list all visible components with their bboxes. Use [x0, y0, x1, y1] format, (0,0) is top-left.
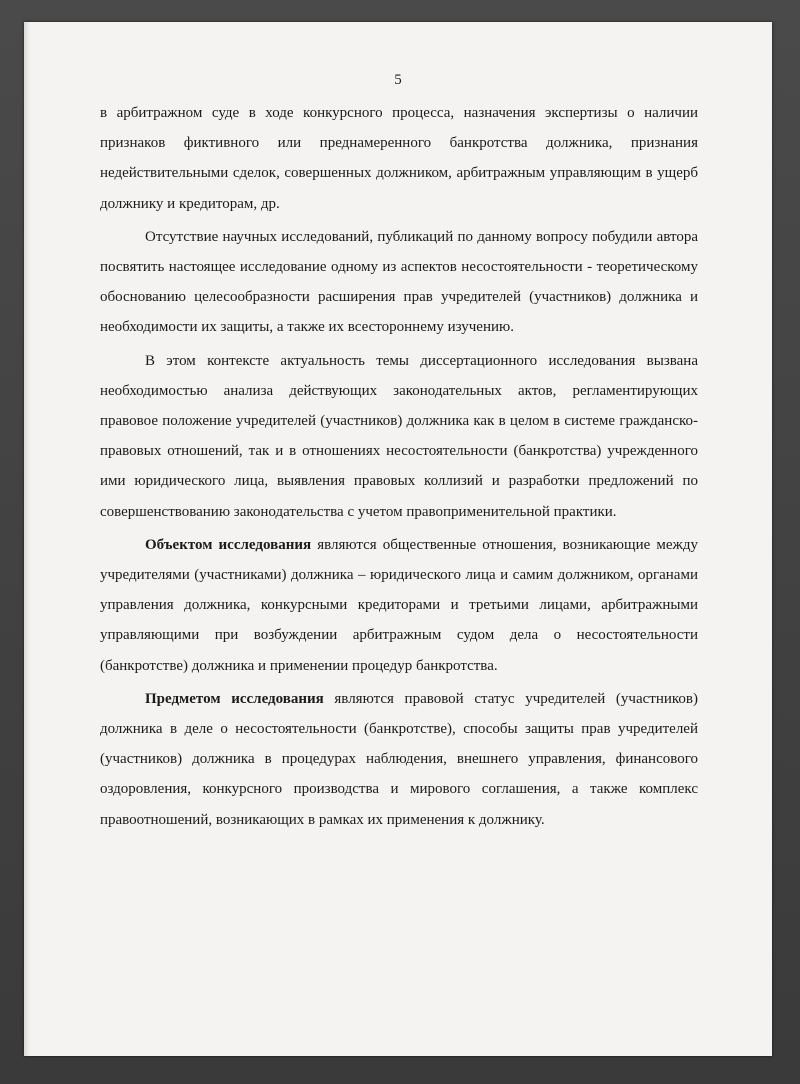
document-body	[100, 98, 698, 835]
paragraph-text: В этом контексте актуальность темы диссертационного исследования вызвана необходимостью анализа действующих законодательных актов, регламентирующих правовое положение учредителей (участников) должника как в целом в системе гражданско-правовых отношений, так и в отношениях несостоятельности (банкротства) учрежденного ими юридического лица, выявления правовых коллизий и разработки предложений по совершенствованию законодательства с учетом правоприменительной практики.	[100, 352, 698, 520]
page-number: 5	[394, 72, 402, 88]
paragraph-text: являются правовой статус учредителей (участников) должника в деле о несостоятельности (банкротстве), способы защиты прав учредителей (участников) должника в процедурах наблюдения, внешнего управления, финансового оздоровления, конкурсного производства и мирового соглашения, а также комплекс правоотношений, возникающих в рамках их применения к должнику.	[100, 690, 698, 828]
paragraph-text: являются общественные отношения, возникающие между учредителями (участниками) должника – юридического лица и самим должником, органами управления должника, конкурсными кредиторами и третьими лицами, арбитражными управляющими при возбуждении арбитражным судом дела о несостоятельности (банкротстве) должника и применении процедур банкротства.	[100, 536, 698, 674]
paragraph-heading: Объектом исследования	[145, 536, 312, 553]
document-page	[24, 22, 772, 1056]
paragraph-relevance	[100, 346, 698, 527]
paragraph-text: в арбитражном суде в ходе конкурсного процесса, назначения экспертизы о наличии признаков фиктивного или преднамеренного банкротства должника, признания недействительными сделок, совершенных должником, арбитражным управляющим в ущерб должнику и кредиторам, др.	[100, 105, 698, 212]
paragraph-heading: Предметом исследования	[145, 690, 324, 707]
paragraph-research-gap	[100, 222, 698, 343]
paragraph-research-object	[100, 530, 698, 681]
paragraph-continuation	[100, 98, 698, 219]
page-binding-edge	[24, 22, 30, 1056]
paragraph-text: Отсутствие научных исследований, публикаций по данному вопросу побудили автора посвятить настоящее исследование одному из аспектов несостоятельности - теоретическому обоснованию целесообразности расширения прав учредителей (участников) должника и необходимости их защиты, а также их всестороннему изучению.	[100, 228, 698, 336]
paragraph-research-subject	[100, 684, 698, 835]
